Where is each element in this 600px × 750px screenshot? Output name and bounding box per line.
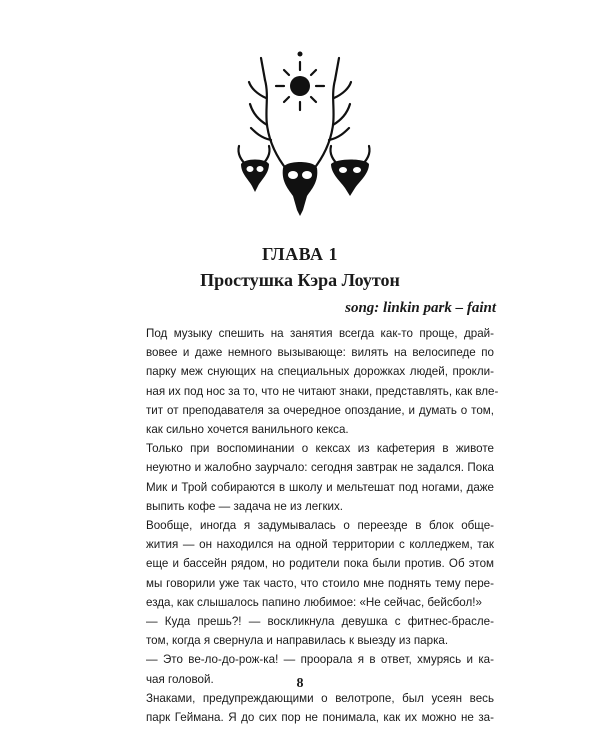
text-line: Мик и Трой собираются в школу и мельтешат под ногами, даже (146, 480, 494, 494)
text-line: как сильно хочется ванильного кекса. (146, 423, 349, 437)
text-line: езда, как слышалось папино любимое: «Не сейчас, бейсбол!» (146, 595, 482, 609)
text-line: парку меж снующих на специальных дорожках людей, прокли- (146, 365, 494, 379)
paragraph (120, 612, 494, 650)
page-number: 8 (296, 676, 304, 691)
text-line: Знаками, предупреждающими о велотропе, был усеян весь (146, 691, 494, 705)
text-line: вовее и даже немного вызывающе: вилять на велосипеде по (146, 346, 494, 360)
paragraph (120, 689, 494, 727)
antler-skulls-icon (225, 40, 375, 220)
text-line: Вообще, иногда я задумывалась о переезде в блок обще- (146, 519, 494, 533)
text-line: чая головой. (146, 672, 214, 686)
text-line: — Это ве-ло-до-рож-ка! — проорала я в ответ, хмурясь и ка- (146, 653, 494, 667)
text-line: — Куда прешь?! — воскликнула девушка с фитнес-брасле- (146, 615, 494, 629)
chapter-title: Простушка Кэра Лоутон (200, 270, 400, 290)
text-line: Под музыку спешить на занятия всегда как-то проще, драй- (146, 327, 494, 340)
text-line: том, когда я свернула и направилась к выезду из парка. (146, 634, 449, 648)
text-line: парк Геймана. Я до сих пор не понимала, как их можно не за- (146, 711, 494, 725)
text-line: еще и бассейн рядом, но родители пока были против. Об этом (146, 557, 494, 571)
text-line: мы говорили уже так часто, что стоило мне поднять тему пере- (146, 576, 494, 590)
text-line: Только при воспоминании о кексах из кафетерия в животе (146, 442, 494, 456)
text-line: выпить кофе — задача не из легких. (146, 499, 344, 513)
epigraph-song: song: linkin park – faint (345, 300, 496, 316)
chapter-number: ГЛАВА 1 (261, 244, 339, 264)
paragraph (120, 439, 494, 516)
text-line: жития — он находился на одной территории с колледжем, так (146, 538, 494, 552)
text-line: ная их под нос за то, что не читают знаки, представлять, как вле- (146, 384, 499, 398)
text-line: тит от преподавателя за очередное опоздание, и думать о том, (146, 403, 494, 417)
text-line: неуютно и жалобно заурчало: сегодня завтрак не задался. Пока (146, 461, 494, 475)
body-text (120, 324, 499, 727)
paragraph (120, 516, 494, 612)
paragraph (120, 324, 499, 439)
